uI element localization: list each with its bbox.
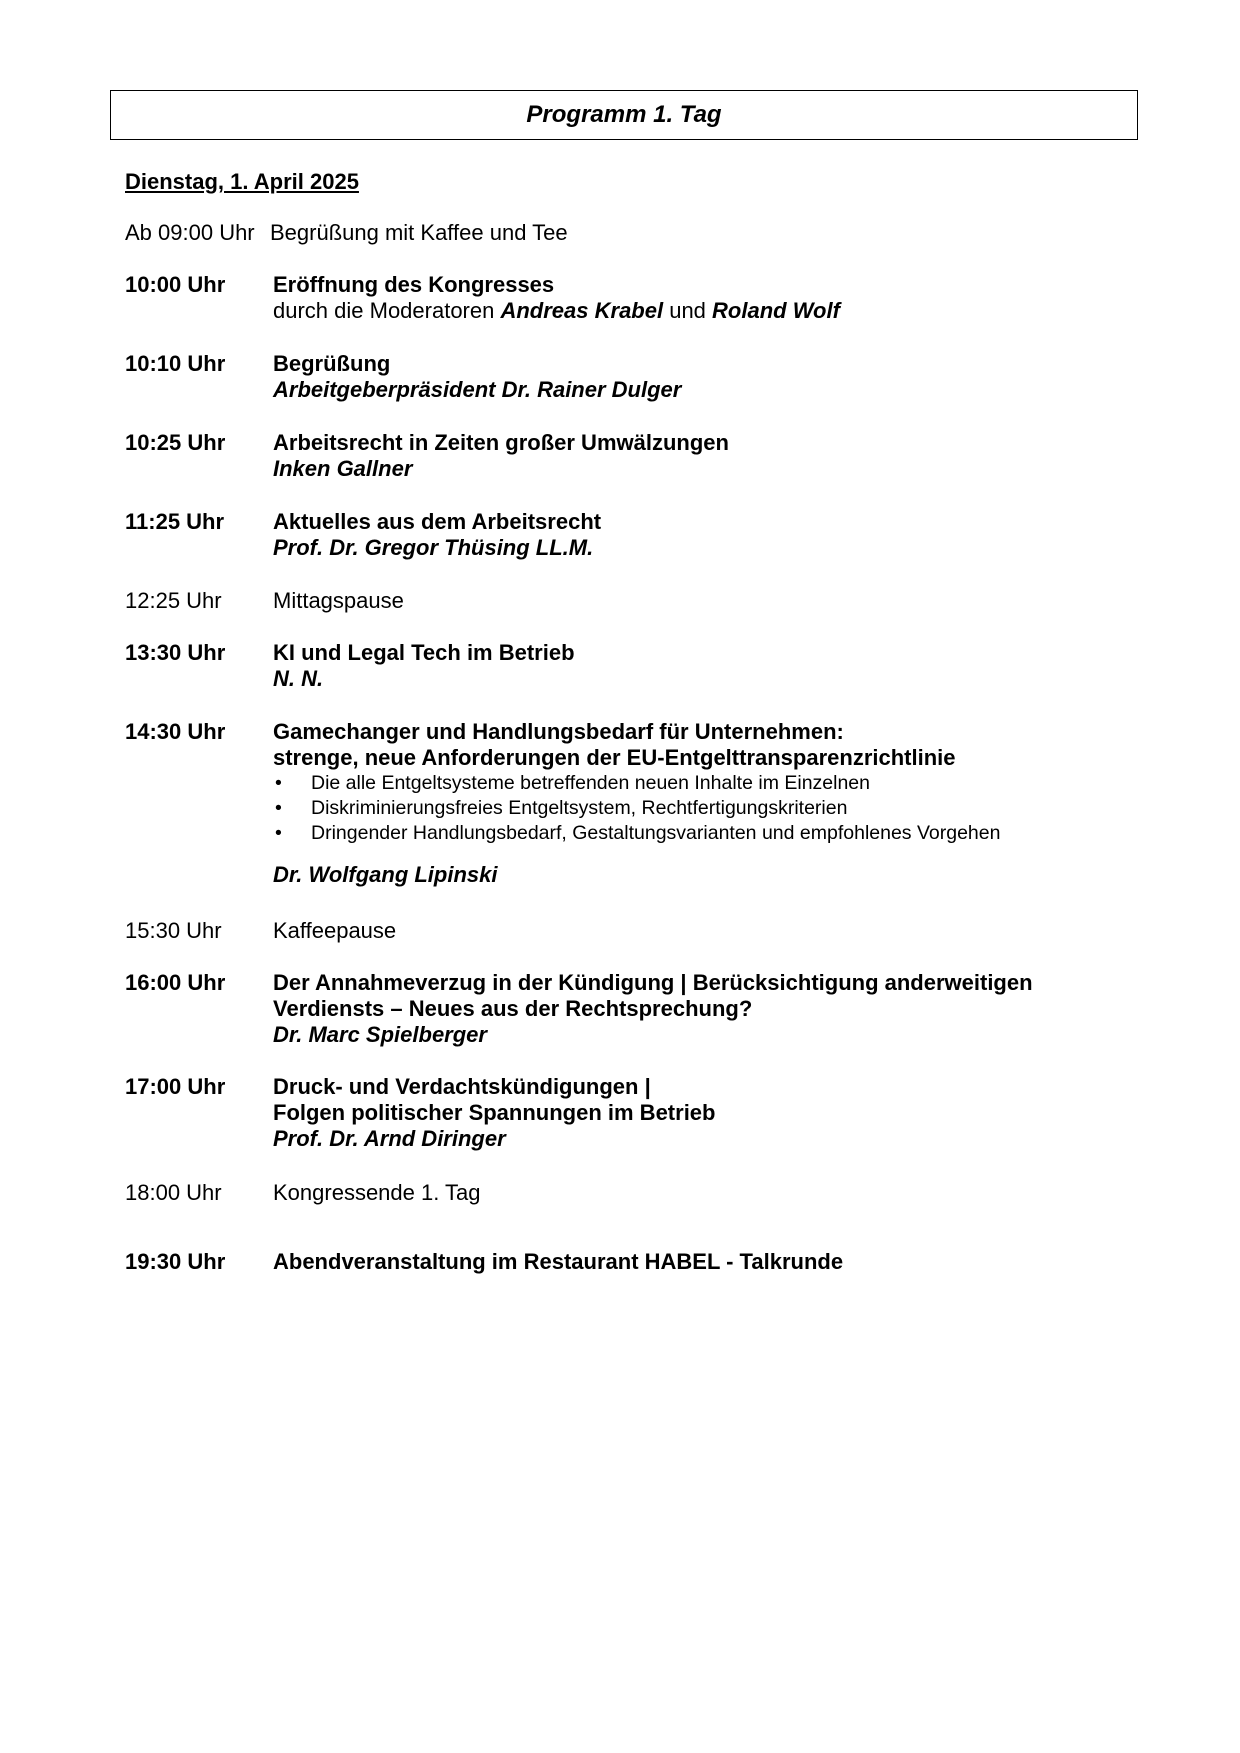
item-time: 14:30 Uhr [125,719,226,744]
item-speaker: Dr. Marc Spielberger [273,1022,487,1047]
item-speaker: Inken Gallner [273,456,413,481]
item-time: 11:25 Uhr [125,509,225,534]
topic-bullet: • Die alle Entgeltsysteme betreffenden neuen Inhalte im Einzelnen [273,771,1133,796]
item-title-line: Der Annahmeverzug in der Kündigung | Berücksichtigung anderweitigen [273,970,1033,995]
item-title: Begrüßung [273,351,391,376]
item-title-line: Folgen politischer Spannungen im Betrieb [273,1100,716,1125]
item-title: Abendveranstaltung im Restaurant HABEL - Talkrunde [273,1249,844,1274]
item-title-line: strenge, neue Anforderungen der EU-Entgelttransparenzrichtlinie [273,745,956,770]
item-title: Kaffeepause [273,918,397,943]
item-title-line: Druck- und Verdachtskündigungen | [273,1074,651,1099]
item-title: Arbeitsrecht in Zeiten großer Umwälzungen [273,430,729,455]
item-time: 10:10 Uhr [125,351,226,376]
moderator-name: Andreas Krabel [500,298,664,323]
item-title: Kongressende 1. Tag [273,1180,481,1205]
item-time: 10:25 Uhr [125,430,226,455]
item-moderators [273,298,1133,324]
item-time: 19:30 Uhr [125,1249,226,1274]
item-title: Begrüßung mit Kaffee und Tee [270,220,568,245]
item-time: 10:00 Uhr [125,272,226,297]
item-speaker: Dr. Wolfgang Lipinski [273,862,498,887]
topic-bullet: • Diskriminierungsfreies Entgeltsystem, Rechtfertigungskriterien [273,796,1133,821]
moderators-and: und [663,298,713,323]
program-title: Programm 1. Tag [110,90,1138,140]
item-title-line: Verdiensts – Neues aus der Rechtsprechung? [273,996,753,1021]
item-time: 12:25 Uhr [125,588,222,613]
item-speaker: Arbeitgeberpräsident Dr. Rainer Dulger [273,377,682,402]
item-title: Mittagspause [273,588,404,613]
moderators-prefix: durch die Moderatoren [273,298,501,323]
item-speaker: Prof. Dr. Arnd Diringer [273,1126,506,1151]
moderator-name: Roland Wolf [712,298,840,323]
item-speaker: Prof. Dr. Gregor Thüsing LL.M. [273,535,594,560]
event-date: Dienstag, 1. April 2025 [125,169,359,194]
item-time: 17:00 Uhr [125,1074,226,1099]
item-time: 16:00 Uhr [125,970,226,995]
item-time: 18:00 Uhr [125,1180,222,1205]
item-title: KI und Legal Tech im Betrieb [273,640,575,665]
item-title-line: Gamechanger und Handlungsbedarf für Unternehmen: [273,719,844,744]
item-title: Eröffnung des Kongresses [273,272,555,297]
item-speaker: N. N. [273,666,324,691]
topic-bullet-list [273,771,1133,846]
item-time: 13:30 Uhr [125,640,226,665]
topic-bullet: • Dringender Handlungsbedarf, Gestaltungsvarianten und empfohlenes Vorgehen [273,821,1133,846]
item-title: Aktuelles aus dem Arbeitsrecht [273,509,602,534]
item-time: Ab 09:00 Uhr [125,220,255,245]
item-time: 15:30 Uhr [125,918,222,943]
